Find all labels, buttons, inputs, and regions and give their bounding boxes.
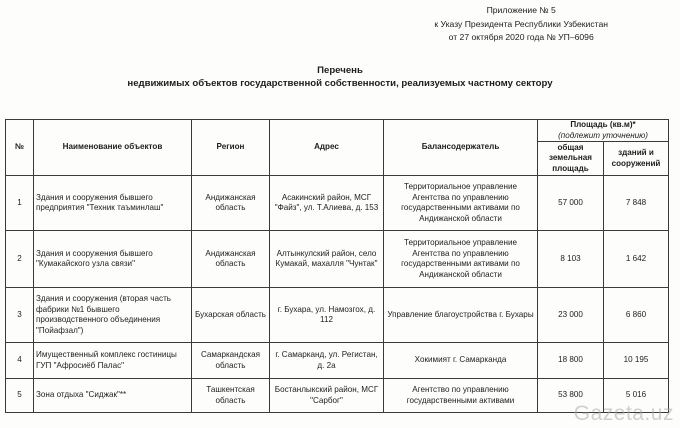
row-region: Андижанская область xyxy=(192,176,270,231)
row-number: 5 xyxy=(6,379,34,413)
row-balance-holder: Агентство по управлению государственными активами xyxy=(384,379,538,413)
header-balance-holder: Балансодержатель xyxy=(384,120,538,176)
row-region: Самаркандская область xyxy=(192,343,270,379)
row-object-name: Здания и сооружения (вторая часть фабрики №1 бывшего производственного объединения "Пойафзал") xyxy=(34,288,192,343)
row-region: Андижанская область xyxy=(192,231,270,288)
table-row xyxy=(6,379,669,413)
table-row xyxy=(6,231,669,288)
header-area-label: Площадь (кв.м)* xyxy=(570,120,636,129)
row-object-name: Зона отдыха "Сиджак"** xyxy=(34,379,192,413)
row-number: 4 xyxy=(6,343,34,379)
row-number: 3 xyxy=(6,288,34,343)
row-address: Бостанлыкский район, МСГ "Сарбог" xyxy=(270,379,384,413)
appendix-date: от 27 октября 2020 года № УП–6096 xyxy=(448,32,594,42)
row-region: Ташкентская область xyxy=(192,379,270,413)
title-line-2: недвижимых объектов государственной собственности, реализуемых частному сектору xyxy=(127,78,553,89)
row-address: г. Бухара, ул. Намозгох, д. 112 xyxy=(270,288,384,343)
header-name: Наименование объектов xyxy=(34,120,192,176)
header-region: Регион xyxy=(192,120,270,176)
title-line-1: Перечень xyxy=(317,65,363,76)
row-object-name: Здания и сооружения бывшего "Кумакайского узла связи" xyxy=(34,231,192,288)
header-number: № xyxy=(6,120,34,176)
appendix-number: Приложение № 5 xyxy=(486,5,556,15)
row-balance-holder: Хокимият г. Самарканда xyxy=(384,343,538,379)
row-balance-holder: Управление благоустройства г. Бухары xyxy=(384,288,538,343)
row-buildings-area: 1 642 xyxy=(604,231,669,288)
row-address: Алтынкулский район, село Кумакай, махалля "Чунтак" xyxy=(270,231,384,288)
header-land-area: общая земельная площадь xyxy=(538,142,604,176)
row-address: Асакинский район, МСГ "Файз", ул. Т.Алиева, д. 153 xyxy=(270,176,384,231)
header-address: Адрес xyxy=(270,120,384,176)
appendix-block xyxy=(434,4,608,45)
row-balance-holder: Территориальное управление Агентства по управлению государственными активами по Андижанской области xyxy=(384,231,538,288)
row-region: Бухарская область xyxy=(192,288,270,343)
row-number: 2 xyxy=(6,231,34,288)
row-buildings-area: 5 016 xyxy=(604,379,669,413)
watermark-logo: Gazeta.uz xyxy=(573,402,674,425)
row-land-area: 57 000 xyxy=(538,176,604,231)
objects-table xyxy=(5,119,669,413)
row-land-area: 18 800 xyxy=(538,343,604,379)
row-buildings-area: 7 848 xyxy=(604,176,669,231)
table-row xyxy=(6,288,669,343)
row-object-name: Здания и сооружения бывшего предприятия "Техник таъминлаш" xyxy=(34,176,192,231)
header-buildings-area: зданий и сооружений xyxy=(604,142,669,176)
header-area xyxy=(538,120,669,142)
row-land-area: 53 800 xyxy=(538,379,604,413)
row-buildings-area: 6 860 xyxy=(604,288,669,343)
row-balance-holder: Территориальное управление Агентства по управлению государственными активами по Андижанской области xyxy=(384,176,538,231)
row-land-area: 8 103 xyxy=(538,231,604,288)
header-area-note: (подлежит уточнению) xyxy=(558,130,648,140)
row-land-area: 23 000 xyxy=(538,288,604,343)
row-object-name: Имущественный комплекс гостиницы ГУП "Афросиёб Палас" xyxy=(34,343,192,379)
table-row xyxy=(6,176,669,231)
row-address: г. Самарканд, ул. Регистан, д. 2а xyxy=(270,343,384,379)
row-number: 1 xyxy=(6,176,34,231)
appendix-decree: к Указу Президента Республики Узбекистан xyxy=(434,18,608,29)
table-row xyxy=(6,343,669,379)
row-buildings-area: 10 195 xyxy=(604,343,669,379)
document-title xyxy=(0,64,680,90)
